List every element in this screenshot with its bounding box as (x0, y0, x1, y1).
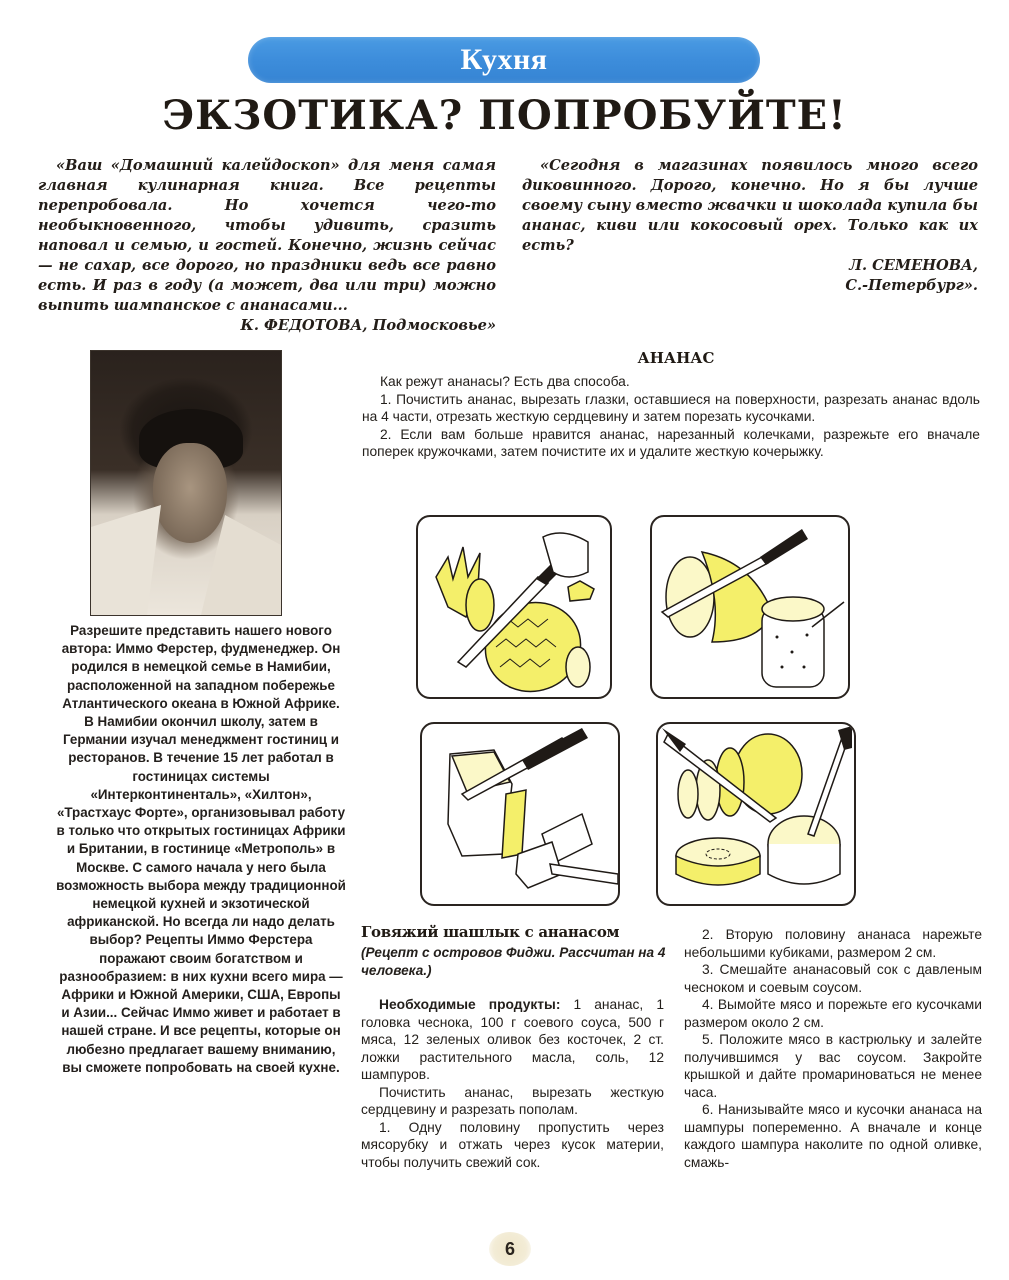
pineapple-peel-icon (652, 517, 848, 697)
recipe-column-2 (684, 926, 982, 1171)
section-label: Кухня (460, 43, 548, 76)
author-bio: Разрешите представить нашего нового автора: Иммо Ферстер, фудменеджер. Он родился в немецкой семье в Намибии, расположенной на западном побережье Атлантического океана в Южной Африке. В Намибии окончил школу, затем в Германии изучал менеджмент гостиниц и ресторанов. В течение 15 лет работал в гостиницах системы «Интерконтиненталь», «Хилтон», «Трастхаус Форте», организовывал работу в только что открытых гостиницах Африки и Британии, в гостинице «Метрополь» в Москве. С самого начала у него была возможность выбора между традиционной немецкой кухней и экзотической африканской. Но всегда ли надо делать выбор? Рецепты Иммо Ферстера поражают своим богатством и разнообразием: в них кухни всего мира — Африки и Южной Америки, США, Европы и Азии... Сейчас Иммо живет и работает в нашей стране. И все рецепты, которые он любезно предлагает вашему вниманию, вы сможете попробовать на своей кухне. (56, 623, 346, 1075)
quote-text: «Сегодня в магазинах появилось много всего диковинного. Дорого, конечно. Но я бы лучше своему сыну вместо жвачки и шоколада купила бы ананас, киви или кокосовый орех. Только как их есть? (522, 157, 978, 254)
recipe-step: 5. Положите мясо в кастрюльку и залейте получившимся у вас соусом. Закройте крышкой и дайте промариноваться не менее часа. (684, 1032, 982, 1100)
ananas-step: 1. Почистить ананас, вырезать глазки, оставшиеся на поверхности, разрезать ананас вдоль на 4 части, отрезать жесткую сердцевину и затем порезать кусочками. (362, 391, 980, 424)
reader-quote-fedotova (38, 156, 496, 336)
ananas-step: 2. Если вам больше нравится ананас, нарезанный колечками, разрежьте его вначале поперек кружочками, затем почистите их и удалите жесткую кочерыжку. (362, 426, 980, 459)
ingredients-list: 1 ананас, 1 головка чеснока, 100 г соевого соуса, 500 г мяса, 12 зеленых оливок без косточек, 2 ст. ложки растительного масла, соль, 12 шампуров. (361, 997, 664, 1082)
recipe-step: 2. Вторую половину ананаса нарежьте небольшими кубиками, размером 2 см. (684, 927, 982, 960)
pineapple-rings-icon (658, 724, 854, 904)
recipe-step: 3. Смешайте ананасовый сок с давленым чесноком и соевым соусом. (684, 962, 982, 995)
ingredients-label: Необходимые продукты: (379, 997, 561, 1012)
recipe-title: Говяжий шашлык с ананасом (361, 923, 620, 941)
pineapple-top-cut-icon (418, 517, 610, 697)
page-number: 6 (489, 1232, 531, 1266)
section-badge (248, 37, 760, 83)
recipe-step: 4. Вымойте мясо и порежьте его кусочками размером около 2 см. (684, 997, 982, 1030)
photo-face (153, 443, 227, 543)
illustration-peel (650, 515, 850, 699)
page-headline: ЭКЗОТИКА? ПОПРОБУЙТЕ! (162, 92, 847, 139)
recipe-step: 1. Одну половину пропустить через мясорубку и отжать через кусок материи, чтобы получить свежий сок. (361, 1119, 664, 1170)
recipe-prep: Почистить ананас, вырезать жесткую сердцевину и разрезать пополам. (361, 1084, 664, 1117)
recipe-origin: (Рецепт с островов Фиджи. Рассчитан на 4 человека.) (361, 945, 666, 978)
quote-signature: К. ФЕДОТОВА, Подмосковье» (240, 317, 496, 334)
recipe-column-1 (361, 996, 664, 1171)
reader-quote-semenova (522, 156, 978, 296)
author-photo (90, 350, 282, 616)
recipe-ingredients (361, 996, 664, 1084)
recipe-step: 6. Нанизывайте мясо и кусочки ананаса на шампуры попеременно. А вначале и конце каждого шампура наколите по одной оливке, смажь- (684, 1102, 982, 1170)
quote-signature-city: С.-Петербург». (845, 277, 978, 294)
quote-signature-name: Л. СЕМЕНОВА, (849, 257, 978, 274)
pineapple-quarters-icon (422, 724, 618, 904)
illustration-cut-top (416, 515, 612, 699)
photo-shirt (91, 505, 161, 615)
ananas-title: АНАНАС (637, 349, 715, 367)
ananas-text (362, 373, 980, 461)
ananas-intro: Как режут ананасы? Есть два способа. (380, 374, 630, 389)
illustration-quarters (420, 722, 620, 906)
quote-text: «Ваш «Домашний калейдоскоп» для меня самая главная кулинарная книга. Все рецепты перепробовала. Но хочется чего-то необыкновенного, чтобы удивить, сразить наповал и семью, и гостей. Конечно, жизнь сейчас — не сахар, все дорого, но праздники ведь все равно есть. И раз в году (а может, два или три) можно выпить шампанское с ананасами... (38, 157, 496, 314)
illustration-rings (656, 722, 856, 906)
